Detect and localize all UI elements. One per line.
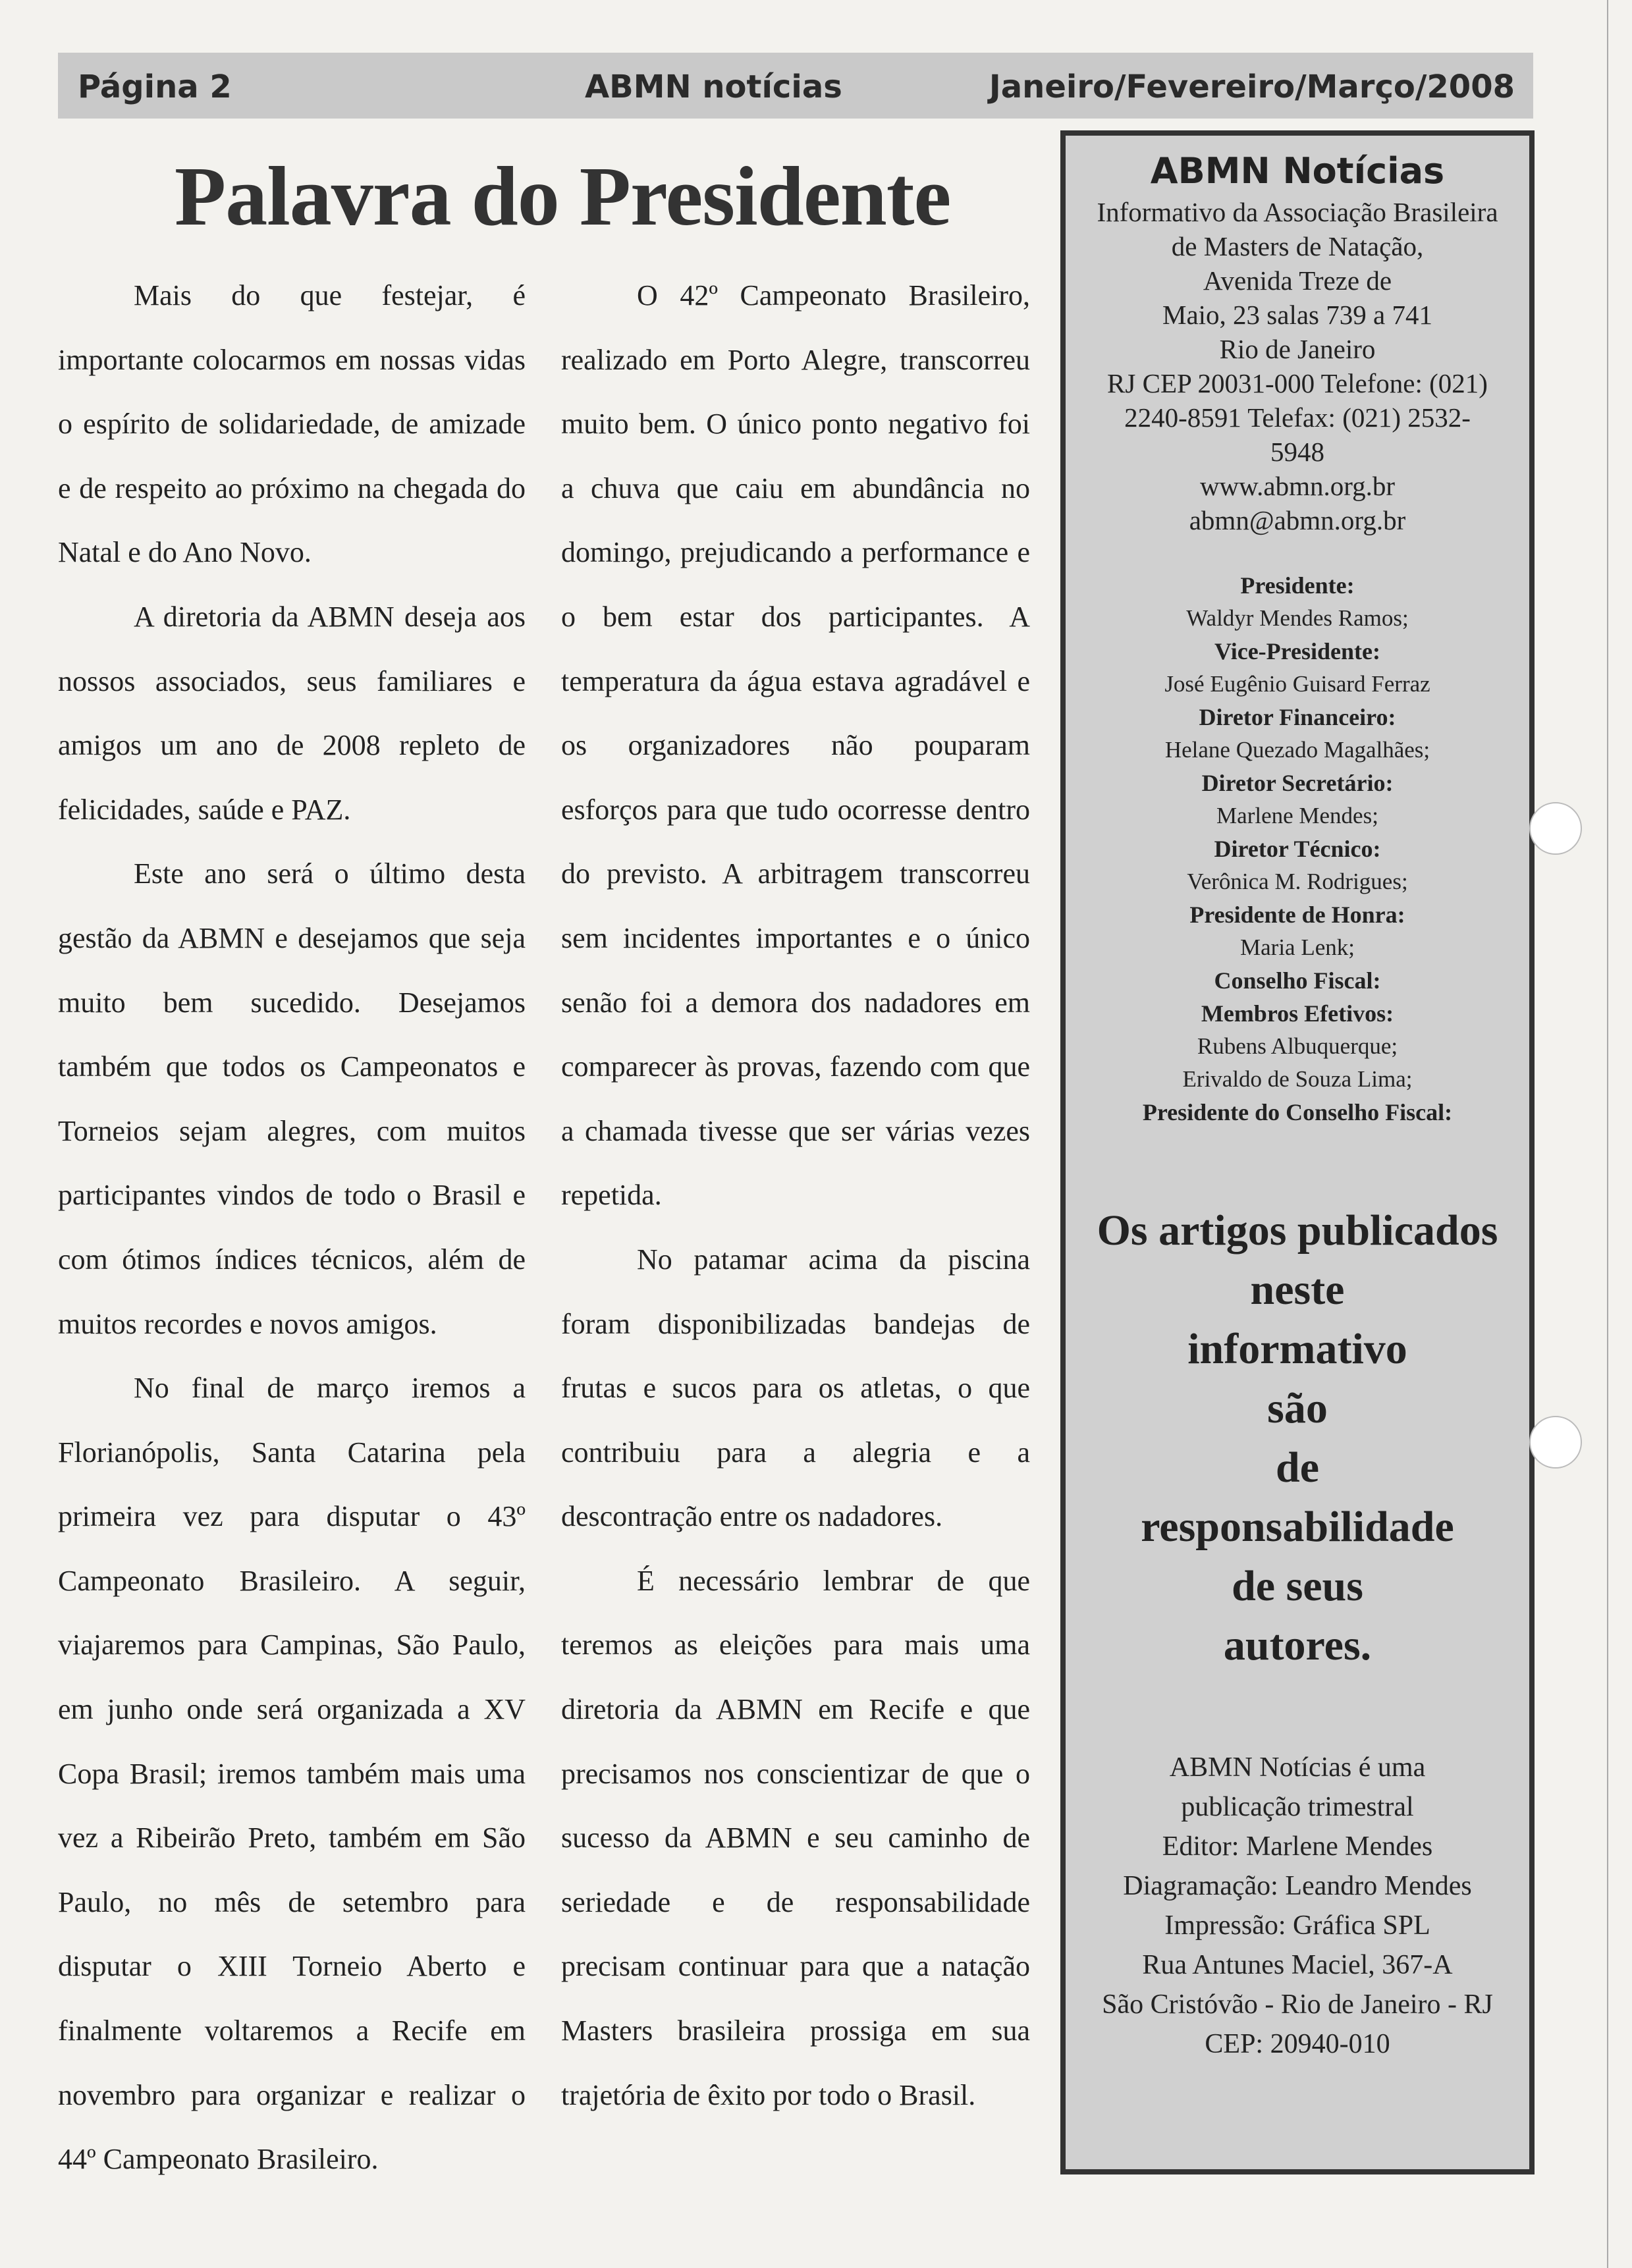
staff-role: Presidente de Honra:	[1189, 902, 1405, 928]
punch-hole	[1529, 802, 1582, 855]
masthead-title: ABMN Notícias	[1150, 150, 1445, 192]
staff-person: Rubens Albuquerque;	[1197, 1033, 1398, 1059]
info-line: 2240-8591 Telefax: (021) 2532-	[1124, 402, 1471, 433]
paragraph: No final de março iremos a Florianópolis, Santa Catarina pela primeira vez para disputar o 43º Campeonato Brasileiro. A seguir, viajaremos para Campinas, São Paulo, em junho onde será organizada a XV Copa Brasil; iremos também mais uma vez a Ribeirão Preto, também em São Paulo, no mês de setembro para disputar o XIII Torneio Aberto e finalmente voltaremos a Recife em novembro para organizar e realizar o 44º Campeonato Brasileiro.	[58, 1372, 526, 2176]
info-line: de Masters de Natação,	[1171, 231, 1424, 261]
email: abmn@abmn.org.br	[1189, 505, 1406, 535]
credit-line: São Cristóvão - Rio de Janeiro - RJ	[1102, 1989, 1493, 2020]
credit-line: Editor: Marlene Mendes	[1162, 1831, 1433, 1862]
paragraph: No patamar acima da piscina foram disponibilizadas bandejas de frutas e sucos para os atletas, o que contribuiu para a alegria e a descontração entre os nadadores.	[561, 1243, 1030, 1533]
publication-name: ABMN notícias	[585, 68, 842, 105]
article-column-2	[561, 263, 1030, 2127]
info-line: Rio de Janeiro	[1219, 334, 1376, 364]
issue-date: Janeiro/Fevereiro/Março/2008	[989, 68, 1515, 105]
staff-person: José Eugênio Guisard Ferraz	[1164, 671, 1430, 697]
staff-role: Presidente:	[1240, 572, 1355, 599]
paragraph: Este ano será o último desta gestão da ABMN e desejamos que seja muito bem sucedido. Desejamos também que todos os Campeonatos e Torneios sejam alegres, com muitos participantes vindos de todo o Brasil e com ótimos índices técnicos, além de muitos recordes e novos amigos.	[58, 857, 526, 1340]
notice-line: de seus	[1232, 1562, 1363, 1610]
notice-line: neste	[1250, 1266, 1345, 1314]
info-line: Informativo da Associação Brasileira	[1097, 197, 1498, 227]
website: www.abmn.org.br	[1199, 471, 1396, 501]
staff-person: Helane Quezado Magalhães;	[1164, 737, 1430, 763]
notice-line: Os artigos publicados	[1097, 1206, 1498, 1255]
page-number: Página 2	[78, 68, 232, 105]
disclaimer-notice	[1066, 1201, 1529, 1675]
staff-role: Vice-Presidente:	[1214, 638, 1380, 664]
notice-line: autores.	[1223, 1621, 1372, 1669]
paragraph: A diretoria da ABMN deseja aos nossos associados, seus familiares e amigos um ano de 2008 repleto de felicidades, saúde e PAZ.	[58, 600, 526, 826]
credit-line: publicação trimestral	[1181, 1792, 1414, 1822]
info-line: Avenida Treze de	[1203, 265, 1392, 296]
staff-person: Erivaldo de Souza Lima;	[1182, 1066, 1413, 1092]
staff-role: Diretor Secretário:	[1201, 770, 1394, 796]
staff-person: Maria Lenk;	[1240, 934, 1355, 960]
page-edge	[1607, 0, 1608, 2268]
staff-person: Waldyr Mendes Ramos;	[1186, 605, 1409, 631]
notice-line: são	[1267, 1384, 1328, 1432]
page-header	[58, 53, 1533, 119]
staff-role: Diretor Técnico:	[1214, 836, 1381, 862]
credit-line: Rua Antunes Maciel, 367-A	[1142, 1950, 1453, 1980]
staff-person: Marlene Mendes;	[1216, 803, 1378, 828]
publication-credits	[1066, 1748, 1529, 2064]
credit-line: Impressão: Gráfica SPL	[1164, 1910, 1430, 1941]
notice-line: de	[1276, 1444, 1319, 1492]
info-line: RJ CEP 20031-000 Telefone: (021)	[1107, 368, 1488, 398]
staff-role: Conselho Fiscal:	[1214, 967, 1381, 994]
paragraph: Mais do que festejar, é importante colocarmos em nossas vidas o espírito de solidariedade, de amizade e de respeito ao próximo na chegada do Natal e do Ano Novo.	[58, 279, 526, 569]
article-title: Palavra do Presidente	[175, 149, 951, 243]
credit-line: ABMN Notícias é uma	[1169, 1752, 1426, 1783]
staff-list	[1066, 569, 1529, 1129]
staff-role: Presidente do Conselho Fiscal:	[1142, 1099, 1453, 1125]
notice-line: responsabilidade	[1141, 1503, 1454, 1551]
article-column-1	[58, 263, 526, 2192]
info-line: Maio, 23 salas 739 a 741	[1162, 300, 1432, 330]
masthead-box	[1060, 130, 1535, 2174]
paragraph: É necessário lembrar de que teremos as eleições para mais uma diretoria da ABMN em Recife e que precisamos nos conscientizar de que o sucesso da ABMN e seu caminho de seriedade e de responsabilidade precisam continuar para que a natação Masters brasileira prossiga em sua trajetória de êxito por todo o Brasil.	[561, 1564, 1030, 2111]
punch-hole	[1529, 1416, 1582, 1469]
notice-line: informativo	[1187, 1325, 1407, 1373]
credit-line: CEP: 20940-010	[1205, 2029, 1390, 2059]
staff-role: Membros Efetivos:	[1201, 1000, 1394, 1027]
credit-line: Diagramação: Leandro Mendes	[1123, 1871, 1472, 1901]
paragraph: O 42º Campeonato Brasileiro, realizado em Porto Alegre, transcorreu muito bem. O único ponto negativo foi a chuva que caiu em abundância no domingo, prejudicando a performance e o bem estar dos participantes. A temperatura da água estava agradável e os organizadores não pouparam esforços para que tudo ocorresse dentro do previsto. A arbitragem transcorreu sem incidentes importantes e o único senão foi a demora dos nadadores em comparecer às provas, fazendo com que a chamada tivesse que ser várias vezes repetida.	[561, 279, 1030, 1212]
staff-person: Verônica M. Rodrigues;	[1187, 869, 1408, 894]
info-line: 5948	[1270, 437, 1324, 467]
masthead-info	[1070, 195, 1525, 537]
staff-role: Diretor Financeiro:	[1199, 704, 1396, 730]
